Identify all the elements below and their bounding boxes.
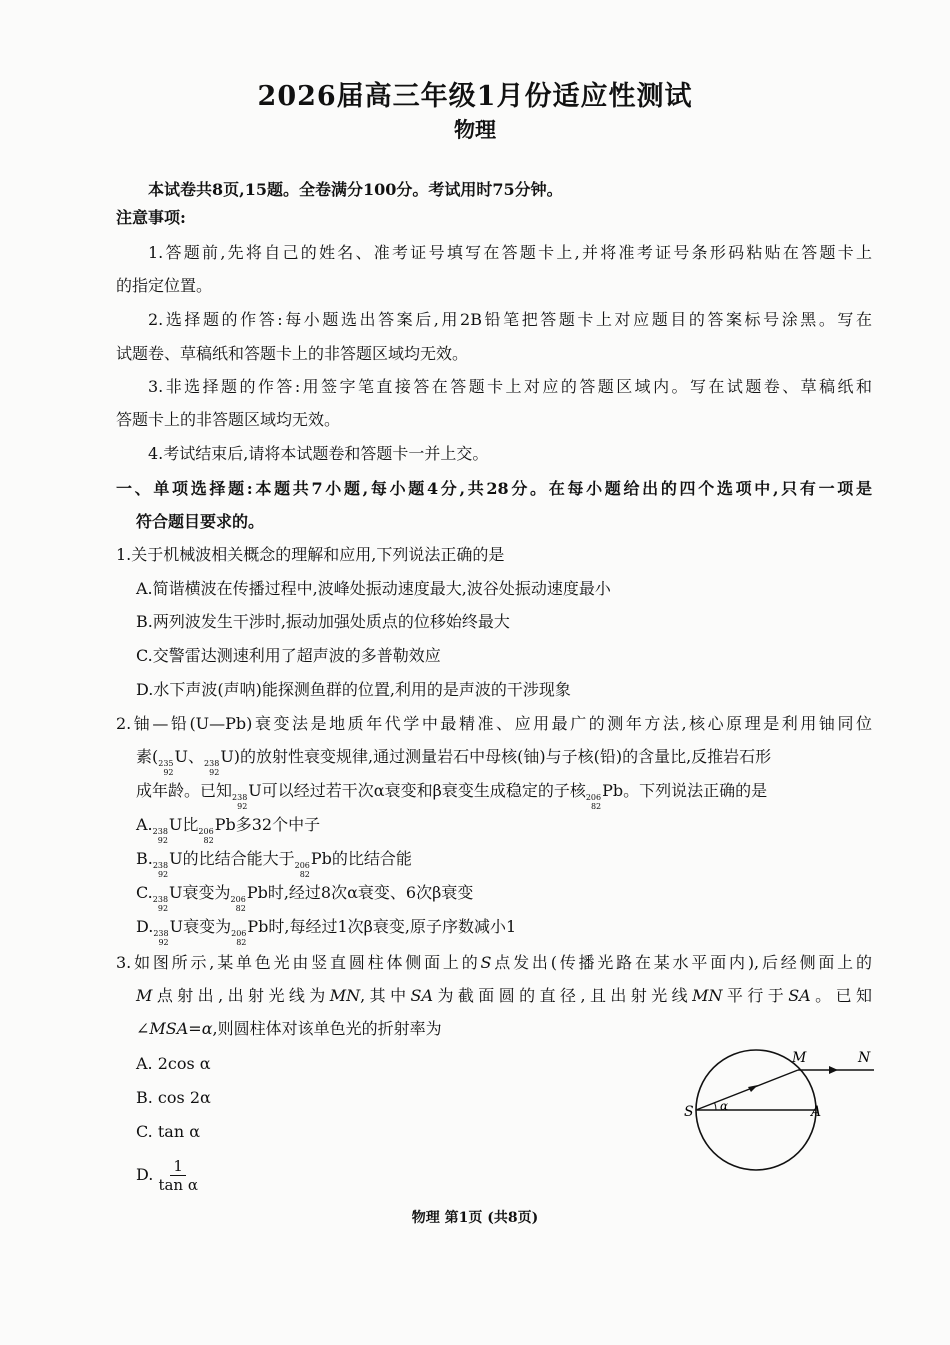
q2-option-c: C. 238 92 U衰变为 206 82 Pb时,经过8次α衰变、6次β衰变	[136, 883, 474, 913]
label-m: M	[792, 1050, 807, 1066]
section1-heading: 一、单项选择题:本题共7小题,每小题4分,共28分。在每小题给出的四个选项中,只有一项是	[116, 479, 872, 498]
q2-stem-line-1: 2.铀—铅(U—Pb)衰变法是地质年代学中最精准、应用最广的测年方法,核心原理是利用铀同位	[116, 714, 872, 733]
exam-info: 本试卷共8页,15题。全卷满分100分。考试用时75分钟。	[148, 180, 563, 199]
notice-1-line-1: 1.答题前,先将自己的姓名、准考证号填写在答题卡上,并将准考证号条形码粘贴在答题卡上	[148, 243, 872, 262]
notice-2-line-2: 试题卷、草稿纸和答题卡上的非答题区域均无效。	[116, 344, 469, 363]
q3-stem-line-3: ∠MSA=α,则圆柱体对该单色光的折射率为	[136, 1019, 442, 1038]
q3-option-b: B. cos 2α	[136, 1088, 211, 1107]
ray-arrow	[748, 1085, 758, 1092]
label-s: S	[684, 1104, 694, 1120]
angle-arc	[715, 1103, 716, 1110]
q3-option-a: A. 2cos α	[136, 1054, 211, 1073]
nuclide-u238: 238 92	[152, 827, 168, 845]
notice-2-line-1: 2.选择题的作答:每小题选出答案后,用2B铅笔把答题卡上对应题目的答案标号涂黑。写在	[148, 310, 872, 329]
nuclide-pb206: 206 82	[294, 861, 310, 879]
fraction: $\frac{1}{\text{tan α}}$	[158, 1157, 198, 1194]
label-alpha: α	[720, 1099, 729, 1113]
q2-stem-line-3: 成年龄。已知 238 92 U可以经过若干次α衰变和β衰变生成稳定的子核 206 82 Pb。下列说法正确的是	[136, 781, 768, 811]
q3-option-c: C. tan α	[136, 1122, 201, 1141]
q1-stem: 1.关于机械波相关概念的理解和应用,下列说法正确的是	[116, 545, 505, 564]
nuclide-u238: 238 92	[204, 759, 220, 777]
q2-text: 素(	[136, 747, 159, 766]
nuclide-pb206: 206 82	[585, 793, 602, 811]
q3-figure	[680, 1040, 880, 1180]
label-n: N	[858, 1050, 871, 1066]
notice-4: 4.考试结束后,请将本试题卷和答题卡一并上交。	[148, 444, 489, 463]
notice-title: 注意事项:	[116, 208, 186, 227]
q2-option-d: D. 238 92 U衰变为 206 82 Pb时,每经过1次β衰变,原子序数减小1	[136, 917, 517, 947]
notice-3-line-1: 3.非选择题的作答:用签字笔直接答在答题卡上对应的答题区域内。写在试题卷、草稿纸和	[148, 377, 872, 396]
label-a: A	[811, 1104, 822, 1120]
ray-sm	[696, 1070, 798, 1110]
q1-option-c: C.交警雷达测速利用了超声波的多普勒效应	[136, 646, 441, 665]
nuclide-u238: 238 92	[232, 793, 248, 811]
nuclide-u238: 238 92	[152, 895, 169, 913]
q1-option-d: D.水下声波(声呐)能探测鱼群的位置,利用的是声波的干涉现象	[136, 680, 571, 699]
q3-stem-line-1: 3.如图所示,某单色光由竖直圆柱体侧面上的S点发出(传播光路在某水平面内),后经侧面上的	[116, 953, 872, 972]
nuclide-pb206: 206 82	[198, 827, 214, 845]
q1-option-a: A.简谐横波在传播过程中,波峰处振动速度最大,波谷处振动速度最小	[136, 579, 611, 598]
nuclide-u238: 238 92	[153, 929, 169, 947]
q2-option-a: A. 238 92 U比 206 82 Pb多32个中子	[136, 815, 321, 845]
notice-3-line-2: 答题卡上的非答题区域均无效。	[116, 410, 341, 429]
notice-1-line-2: 的指定位置。	[116, 276, 213, 295]
exam-title: 2026届高三年级1月份适应性测试	[257, 81, 693, 112]
q2-stem-line-2: 素( 235 92 U、 238 92 U)的放射性衰变规律,通过测量岩石中母核(铀)与子核(铅)的含量比,反推岩石形	[136, 747, 772, 777]
nuclide-pb206: 206 82	[230, 895, 246, 913]
subject-title: 物理	[454, 117, 496, 142]
nuclide-u238: 238 92	[152, 861, 169, 879]
q3-stem-line-2: M点射出,出射光线为MN,其中SA为截面圆的直径,且出射光线MN平行于SA。已知	[136, 986, 872, 1005]
nuclide-u235: 235 92	[158, 759, 174, 777]
q1-option-b: B.两列波发生干涉时,振动加强处质点的位移始终最大	[136, 612, 510, 631]
q3-option-d: D. $\frac{1}{\text{tan α}}$	[136, 1157, 198, 1194]
q2-option-b: B. 238 92 U的比结合能大于 206 82 Pb的比结合能	[136, 849, 412, 879]
page-footer: 物理 第1页 (共8页)	[411, 1210, 539, 1226]
ray-arrow	[829, 1066, 838, 1074]
nuclide-pb206: 206 82	[231, 929, 247, 947]
section1-heading-cont: 符合题目要求的。	[136, 512, 265, 531]
